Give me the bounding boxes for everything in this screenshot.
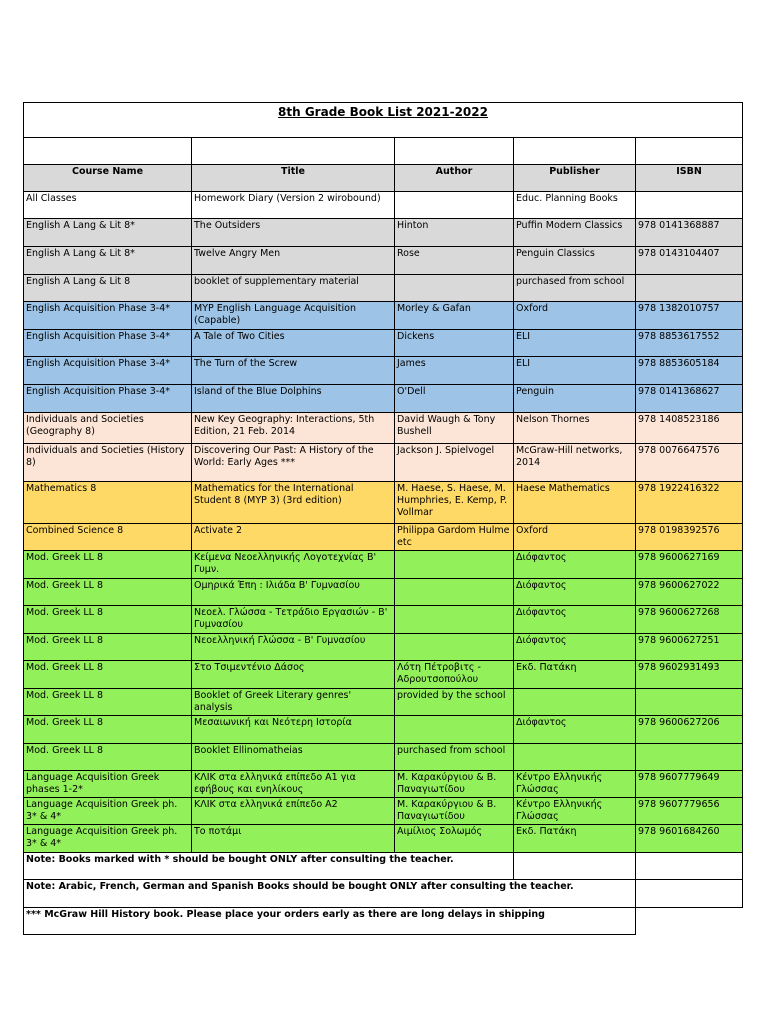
isbn-cell: 978 0141368887 bbox=[636, 219, 743, 247]
author-cell: Λότη Πέτροβιτς - Αδρουτσοπούλου bbox=[395, 661, 514, 689]
course-cell: Mod. Greek LL 8 bbox=[24, 634, 192, 661]
note-text: Note: Books marked with * should be bought ONLY after consulting the teacher. bbox=[24, 853, 514, 880]
author-cell: Μ. Καρακύργιου & Β. Παναγιωτίδου bbox=[395, 771, 514, 798]
publisher-cell: ELI bbox=[514, 330, 636, 357]
book-list-table bbox=[23, 102, 743, 935]
publisher-cell: Educ. Planning Books bbox=[514, 192, 636, 219]
author-cell: Hinton bbox=[395, 219, 514, 247]
course-cell: Mod. Greek LL 8 bbox=[24, 606, 192, 634]
course-cell: Mod. Greek LL 8 bbox=[24, 744, 192, 771]
isbn-cell: 978 0198392576 bbox=[636, 524, 743, 551]
publisher-cell: ELI bbox=[514, 357, 636, 385]
course-cell: Individuals and Societies (History 8) bbox=[24, 444, 192, 482]
author-cell: Μ. Καρακύργιου & Β. Παναγιωτίδου bbox=[395, 798, 514, 825]
title-cell: Νεοελληνική Γλώσσα - Β' Γυμνασίου bbox=[192, 634, 395, 661]
table-row bbox=[24, 357, 743, 385]
title-cell: Booklet of Greek Literary genres' analysis bbox=[192, 689, 395, 716]
publisher-cell: Oxford bbox=[514, 524, 636, 551]
title-cell: Booklet Ellinomatheias bbox=[192, 744, 395, 771]
title-cell: Ομηρικά Έπη : Ιλιάδα Β' Γυμνασίου bbox=[192, 579, 395, 606]
title-cell: New Key Geography: Interactions, 5th Edition, 21 Feb. 2014 bbox=[192, 413, 395, 444]
table-row bbox=[24, 413, 743, 444]
course-cell: Individuals and Societies (Geography 8) bbox=[24, 413, 192, 444]
title-cell: Κείμενα Νεοελληνικής Λογοτεχνίας Β' Γυμν. bbox=[192, 551, 395, 579]
table-row bbox=[24, 606, 743, 634]
table-row bbox=[24, 689, 743, 716]
author-cell: Philippa Gardom Hulme etc bbox=[395, 524, 514, 551]
author-cell bbox=[395, 275, 514, 302]
course-cell: Mod. Greek LL 8 bbox=[24, 551, 192, 579]
empty-cell bbox=[636, 908, 743, 935]
table-row bbox=[24, 825, 743, 853]
author-cell: David Waugh & Tony Bushell bbox=[395, 413, 514, 444]
table-row bbox=[24, 219, 743, 247]
author-cell: O'Dell bbox=[395, 385, 514, 413]
course-cell: English Acquisition Phase 3-4* bbox=[24, 302, 192, 330]
isbn-cell: 978 9600627169 bbox=[636, 551, 743, 579]
publisher-cell: Κέντρο Ελληνικής Γλώσσας bbox=[514, 798, 636, 825]
title-cell: MYP English Language Acquisition (Capable) bbox=[192, 302, 395, 330]
table-row bbox=[24, 330, 743, 357]
isbn-cell: 978 0076647576 bbox=[636, 444, 743, 482]
title-cell: Στο Τσιμεντένιο Δάσος bbox=[192, 661, 395, 689]
header-row bbox=[24, 165, 743, 192]
note-row bbox=[24, 908, 743, 935]
publisher-cell: Διόφαντος bbox=[514, 579, 636, 606]
isbn-cell: 978 1408523186 bbox=[636, 413, 743, 444]
course-cell: English A Lang & Lit 8* bbox=[24, 219, 192, 247]
table-row bbox=[24, 744, 743, 771]
author-cell: provided by the school bbox=[395, 689, 514, 716]
course-cell: All Classes bbox=[24, 192, 192, 219]
course-cell: English A Lang & Lit 8 bbox=[24, 275, 192, 302]
title-cell: ΚΛΙΚ στα ελληνικά επίπεδο Α1 για εφήβους και ενηλίκους bbox=[192, 771, 395, 798]
publisher-cell bbox=[514, 689, 636, 716]
author-cell bbox=[395, 579, 514, 606]
isbn-cell: 978 8853617552 bbox=[636, 330, 743, 357]
table-row bbox=[24, 482, 743, 524]
isbn-cell: 978 9600627268 bbox=[636, 606, 743, 634]
title-cell: Mathematics for the International Student 8 (MYP 3) (3rd edition) bbox=[192, 482, 395, 524]
publisher-cell: McGraw-Hill networks, 2014 bbox=[514, 444, 636, 482]
publisher-cell bbox=[514, 744, 636, 771]
table-row bbox=[24, 579, 743, 606]
table-row bbox=[24, 716, 743, 744]
page-title: 8th Grade Book List 2021-2022 bbox=[24, 103, 743, 138]
table-row bbox=[24, 247, 743, 275]
publisher-cell: Puffin Modern Classics bbox=[514, 219, 636, 247]
isbn-cell: 978 9600627206 bbox=[636, 716, 743, 744]
table-row bbox=[24, 385, 743, 413]
course-cell: Mod. Greek LL 8 bbox=[24, 716, 192, 744]
header-isbn: ISBN bbox=[636, 165, 743, 192]
isbn-cell bbox=[636, 275, 743, 302]
empty-cell bbox=[395, 138, 514, 165]
isbn-cell: 978 9602931493 bbox=[636, 661, 743, 689]
isbn-cell: 978 1382010757 bbox=[636, 302, 743, 330]
publisher-cell: Διόφαντος bbox=[514, 551, 636, 579]
author-cell: Rose bbox=[395, 247, 514, 275]
publisher-cell: Διόφαντος bbox=[514, 634, 636, 661]
course-cell: English Acquisition Phase 3-4* bbox=[24, 330, 192, 357]
author-cell: Αιμίλιος Σολωμός bbox=[395, 825, 514, 853]
empty-cell bbox=[514, 138, 636, 165]
title-cell: Island of the Blue Dolphins bbox=[192, 385, 395, 413]
publisher-cell: Εκδ. Πατάκη bbox=[514, 825, 636, 853]
course-cell: Mathematics 8 bbox=[24, 482, 192, 524]
course-cell: Mod. Greek LL 8 bbox=[24, 689, 192, 716]
title-cell: A Tale of Two Cities bbox=[192, 330, 395, 357]
isbn-cell: 978 9607779649 bbox=[636, 771, 743, 798]
publisher-cell: purchased from school bbox=[514, 275, 636, 302]
course-cell: English A Lang & Lit 8* bbox=[24, 247, 192, 275]
isbn-cell: 978 9601684260 bbox=[636, 825, 743, 853]
course-cell: Mod. Greek LL 8 bbox=[24, 579, 192, 606]
note-row bbox=[24, 853, 743, 880]
isbn-cell bbox=[636, 689, 743, 716]
publisher-cell: Εκδ. Πατάκη bbox=[514, 661, 636, 689]
isbn-cell bbox=[636, 744, 743, 771]
isbn-cell: 978 8853605184 bbox=[636, 357, 743, 385]
publisher-cell: Oxford bbox=[514, 302, 636, 330]
course-cell: Language Acquisition Greek ph. 3* & 4* bbox=[24, 825, 192, 853]
table-row bbox=[24, 634, 743, 661]
course-cell: Language Acquisition Greek phases 1-2* bbox=[24, 771, 192, 798]
author-cell bbox=[395, 192, 514, 219]
title-cell: The Outsiders bbox=[192, 219, 395, 247]
title-cell: Νεοελ. Γλώσσα - Τετράδιο Εργασιών - Β' Γυμνασίου bbox=[192, 606, 395, 634]
title-cell: Homework Diary (Version 2 wirobound) bbox=[192, 192, 395, 219]
isbn-cell: 978 0141368627 bbox=[636, 385, 743, 413]
author-cell bbox=[395, 551, 514, 579]
author-cell: M. Haese, S. Haese, M. Humphries, E. Kemp, P. Vollmar bbox=[395, 482, 514, 524]
table-row bbox=[24, 798, 743, 825]
table-row bbox=[24, 771, 743, 798]
publisher-cell: Haese Mathematics bbox=[514, 482, 636, 524]
table-row bbox=[24, 192, 743, 219]
empty-cell bbox=[636, 138, 743, 165]
table-row bbox=[24, 524, 743, 551]
course-cell: Language Acquisition Greek ph. 3* & 4* bbox=[24, 798, 192, 825]
author-cell bbox=[395, 606, 514, 634]
publisher-cell: Διόφαντος bbox=[514, 606, 636, 634]
title-cell: booklet of supplementary material bbox=[192, 275, 395, 302]
empty-cell bbox=[514, 853, 636, 880]
author-cell: James bbox=[395, 357, 514, 385]
title-cell: Μεσαιωνική και Νεότερη Ιστορία bbox=[192, 716, 395, 744]
empty-cell bbox=[636, 880, 743, 908]
title-cell: Twelve Angry Men bbox=[192, 247, 395, 275]
note-text: *** McGraw Hill History book. Please place your orders early as there are long delays in shipping bbox=[24, 908, 636, 935]
course-cell: Mod. Greek LL 8 bbox=[24, 661, 192, 689]
author-cell: Dickens bbox=[395, 330, 514, 357]
isbn-cell: 978 1922416322 bbox=[636, 482, 743, 524]
header-author: Author bbox=[395, 165, 514, 192]
note-row bbox=[24, 880, 743, 908]
publisher-cell: Penguin Classics bbox=[514, 247, 636, 275]
header-publisher: Publisher bbox=[514, 165, 636, 192]
author-cell: purchased from school bbox=[395, 744, 514, 771]
header-course: Course Name bbox=[24, 165, 192, 192]
author-cell: Jackson J. Spielvogel bbox=[395, 444, 514, 482]
author-cell bbox=[395, 716, 514, 744]
author-cell bbox=[395, 634, 514, 661]
title-cell: Activate 2 bbox=[192, 524, 395, 551]
title-cell: Το ποτάμι bbox=[192, 825, 395, 853]
table-row bbox=[24, 275, 743, 302]
empty-cell bbox=[24, 138, 192, 165]
course-cell: English Acquisition Phase 3-4* bbox=[24, 385, 192, 413]
empty-cell bbox=[192, 138, 395, 165]
publisher-cell: Διόφαντος bbox=[514, 716, 636, 744]
title-cell: ΚΛΙΚ στα ελληνικά επίπεδο Α2 bbox=[192, 798, 395, 825]
isbn-cell: 978 9607779656 bbox=[636, 798, 743, 825]
table-row bbox=[24, 661, 743, 689]
author-cell: Morley & Gafan bbox=[395, 302, 514, 330]
publisher-cell: Κέντρο Ελληνικής Γλώσσας bbox=[514, 771, 636, 798]
publisher-cell: Penguin bbox=[514, 385, 636, 413]
isbn-cell: 978 0143104407 bbox=[636, 247, 743, 275]
course-cell: English Acquisition Phase 3-4* bbox=[24, 357, 192, 385]
isbn-cell: 978 9600627251 bbox=[636, 634, 743, 661]
table-row bbox=[24, 444, 743, 482]
course-cell: Combined Science 8 bbox=[24, 524, 192, 551]
title-cell: The Turn of the Screw bbox=[192, 357, 395, 385]
title-cell: Discovering Our Past: A History of the World: Early Ages *** bbox=[192, 444, 395, 482]
table-row bbox=[24, 302, 743, 330]
header-title: Title bbox=[192, 165, 395, 192]
empty-cell bbox=[636, 853, 743, 880]
isbn-cell bbox=[636, 192, 743, 219]
publisher-cell: Nelson Thornes bbox=[514, 413, 636, 444]
note-text: Note: Arabic, French, German and Spanish Books should be bought ONLY after consulting the teacher. bbox=[24, 880, 636, 908]
isbn-cell: 978 9600627022 bbox=[636, 579, 743, 606]
table-row bbox=[24, 551, 743, 579]
